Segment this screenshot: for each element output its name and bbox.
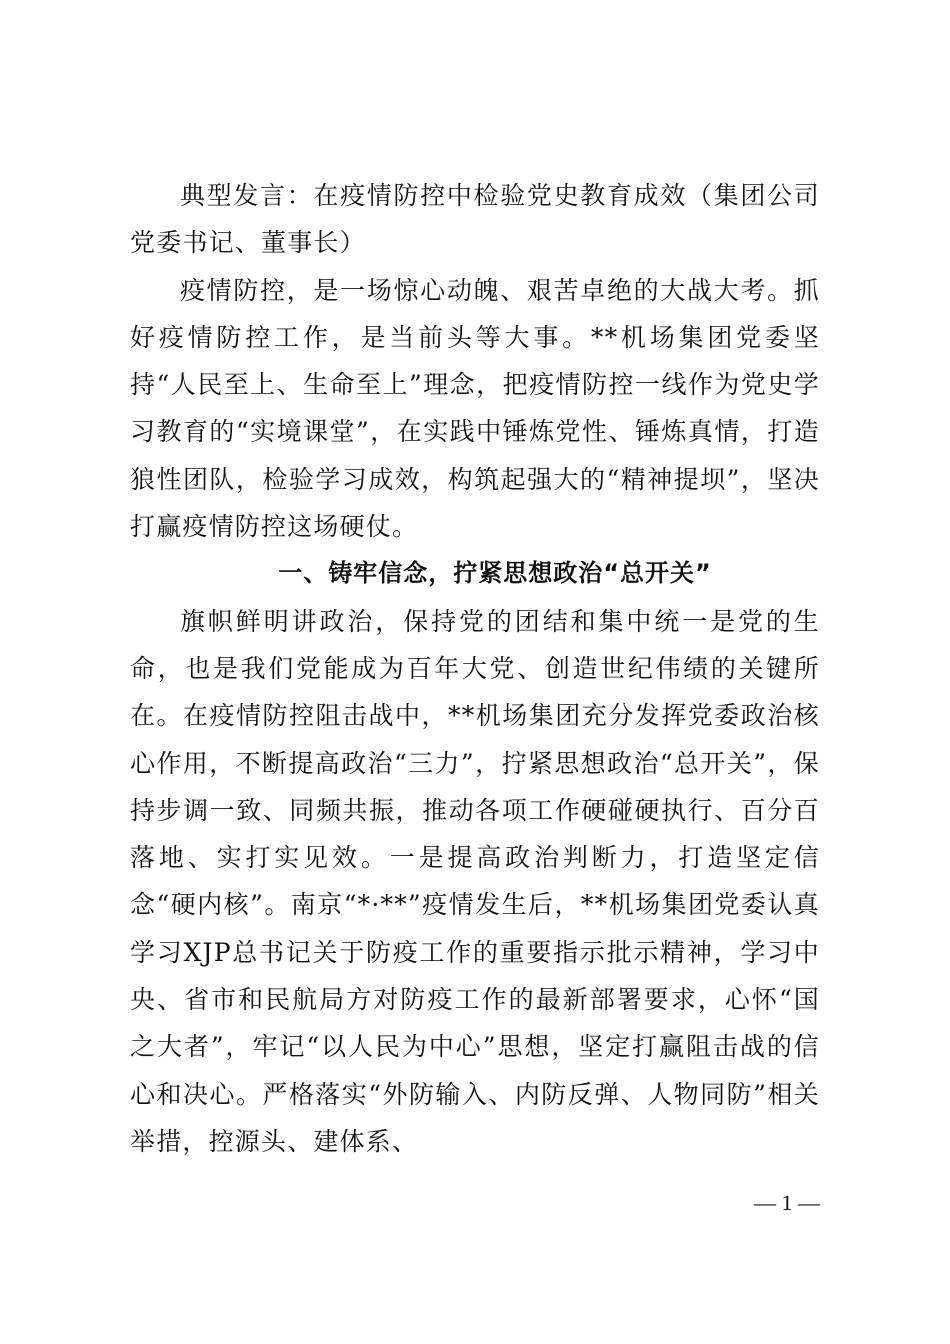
page-number: — 1 — bbox=[754, 1190, 820, 1215]
section-heading: 一、铸牢信念，拧紧思想政治“总开关” bbox=[278, 559, 712, 588]
title-paragraph: 典型发言：在疫情防控中检验党史教育成效（集团公司党委书记、董事长） bbox=[130, 181, 820, 258]
document-body bbox=[130, 172, 820, 1165]
section-paragraph: 旗帜鲜明讲政治，保持党的团结和集中统一是党的生命，也是我们党能成为百年大党、创造世纪伟绩的关键所在。在疫情防控阻击战中，**机场集团充分发挥党委政治核心作用，不断提高政治“三力”，拧紧思想政治“总开关”，保持步调一致、同频共振，推动各项工作硬碰硬执行、百分百落地、实打实见效。一是提高政治判断力，打造坚定信念“硬内核”。南京“*·**”疫情发生后，**机场集团党委认真学习XJP总书记关于防疫工作的重要指示批示精神，学习中央、省市和民航局方对防疫工作的最新部署要求，心怀“国之大者”，牢记“以人民为中心”思想，坚定打赢阻击战的信心和决心。严格落实“外防输入、内防反弹、人物同防”相关举措，控源头、建体系、 bbox=[130, 606, 820, 1156]
intro-paragraph: 疫情防控，是一场惊心动魄、艰苦卓绝的大战大考。抓好疫情防控工作，是当前头等大事。**机场集团党委坚持“人民至上、生命至上”理念，把疫情防控一线作为党史学习教育的“实境课堂”，在实践中锤炼党性、锤炼真情，打造狼性团队，检验学习成效，构筑起强大的“精神提坝”，坚决打赢疫情防控这场硬仗。 bbox=[130, 275, 820, 542]
